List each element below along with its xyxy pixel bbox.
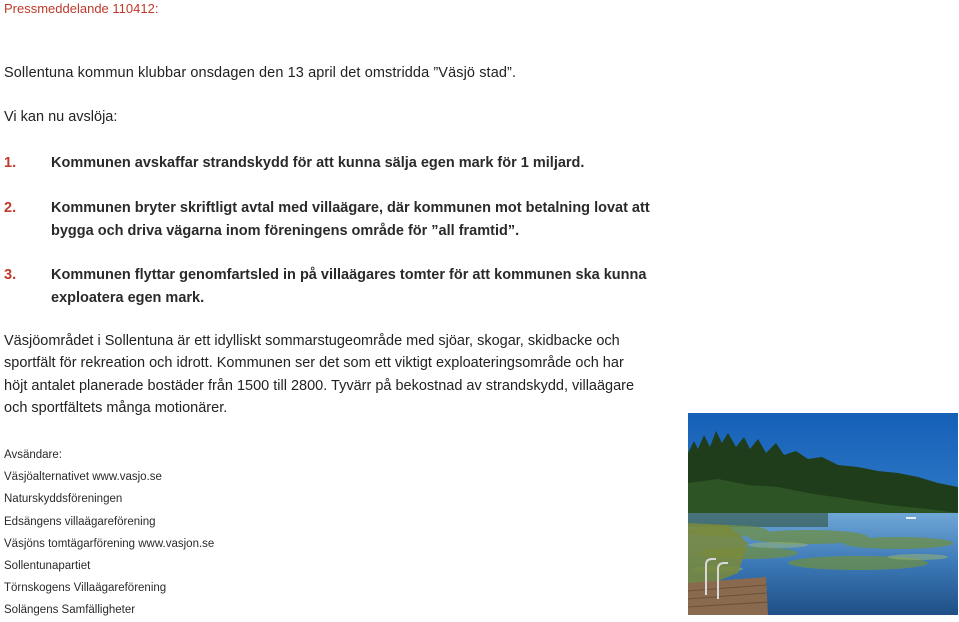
lake-landscape-image [688,413,958,615]
point-item-3 [4,264,647,310]
lake-photo [688,413,958,615]
point-item-2 [4,197,650,243]
point-number: 1. [4,155,17,171]
point-number: 3. [4,267,17,283]
body-line: och sportfältets många motionärer. [4,399,228,416]
body-line: Väsjöområdet i Sollentuna är ett idylliskt sommarstugeområde med sjöar, skogar, skidbacke och [4,333,620,349]
point-text-line: Kommunen avskaffar strandskydd för att kunna sälja egen mark för 1 miljard. [51,155,585,171]
body-line: höjt antalet planerade bostäder från 1500 till 2800. Tyvärr på bekostnad av strandskydd, villaägare [4,377,635,394]
sender-item: Solängens Samfälligheter [4,604,136,617]
senders-heading: Avsändare: [4,449,62,461]
sender-item: Edsängens villaägareförening [4,515,156,528]
lead-paragraph: Sollentuna kommun klubbar onsdagen den 13 april det omstridda ”Väsjö stad”. [4,65,517,81]
sender-item: Sollentunapartiet [4,560,91,573]
senders-list [4,444,214,622]
reveal-line: Vi kan nu avslöja: [4,109,118,125]
sender-item: Väsjöalternativet www.vasjo.se [4,471,162,484]
point-text-line: Kommunen bryter skriftligt avtal med villaägare, där kommunen mot betalning lovat att [51,200,650,216]
body-paragraph [4,330,664,419]
sender-item: Naturskyddsföreningen [4,493,123,506]
press-release-title: Pressmeddelande 110412: [4,1,159,16]
point-text-line: Kommunen flyttar genomfartsled in på villaägares tomter för att kommunen ska kunna [51,267,647,283]
body-line: sportfält för rekreation och idrott. Kommunen ser det som ett viktigt exploateringsområde och har [4,355,624,372]
point-number: 2. [4,200,17,216]
sender-item: Törnskogens Villaägareförening [4,582,167,595]
sender-item: Väsjöns tomtägarförening www.vasjon.se [4,537,215,550]
point-text-line: exploatera egen mark. [51,290,205,306]
point-text-line: bygga och driva vägarna inom föreningens område för ”all framtid”. [51,223,520,239]
point-item-1 [4,152,644,175]
